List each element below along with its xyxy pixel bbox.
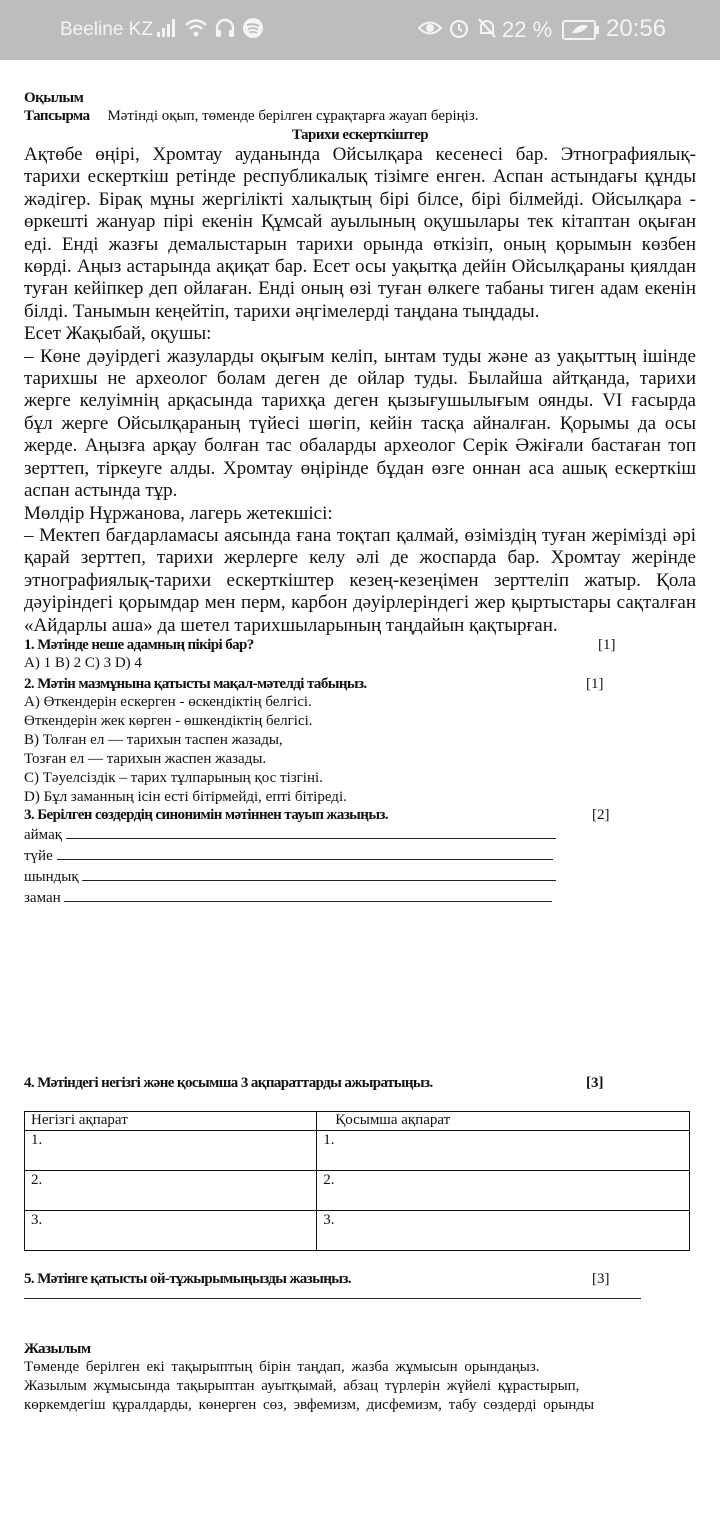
question-4	[24, 1075, 696, 1092]
question-2-options	[24, 693, 696, 807]
table-header-main: Негізгі ақпарат	[25, 1111, 317, 1130]
question-1-mark: [1]	[598, 636, 616, 653]
synonym-word: түйе	[24, 847, 53, 864]
table-row	[25, 1130, 690, 1170]
answer-line[interactable]	[66, 824, 556, 839]
option-line: C) Тәуелсіздік – тарих тұлпарының қос тізгіні.	[24, 769, 323, 786]
speaker-2: Мөлдір Нұржанова, лагерь жетекшісі:	[24, 502, 333, 524]
synonym-word: аймақ	[24, 826, 63, 843]
question-5	[24, 1271, 696, 1288]
question-1	[24, 637, 696, 654]
question-2-mark: [1]	[586, 675, 604, 692]
paragraph-1: Ақтөбе өңірі, Хромтау ауданында Ойсылқара кесенесі бар. Этнографиялық-тарихи ескерткіш ретінде республикалық тізімге енген. Аспан астындағы құнды жәдігер. Бірақ мұны жергілікті халықтың бірі білсе, бірі білмейді. Ойсылқара - өркешті жануар пірі екенін Құмсай ауылының оқушылары тек кітаптан оқыған еді. Енді жазғы демалыстарын тарихи орында өткізіп, оның қорымын көзбен көрді. Аңыз астарында ақиқат бар. Есет осы уақытқа дейін Ойсылқараны қиялдан туған кейіпкер деп ойлаған. Енді оның өзі туған өлкеге табаны тиген адам екенін білді. Танымын кеңейтіп, тарихи әңгімелерді таңдана тыңдады.	[24, 144, 696, 322]
table-cell[interactable]: 2.	[317, 1170, 690, 1210]
clock: 20:56	[606, 15, 667, 42]
option-line: Өткендерін жек көрген - өшкендіктің белгісі.	[24, 712, 313, 729]
signal-icon	[156, 18, 178, 38]
table-row	[25, 1210, 690, 1250]
question-1-options: A) 1 B) 2 C) 3 D) 4	[24, 654, 142, 671]
table-cell[interactable]: 3.	[317, 1210, 690, 1250]
paragraph-3: – Мектеп бағдарламасы аясында ғана тоқтап қалмай, өзіміздің туған жерімізді әрі қарай зерттеп, тарихи жерлерге келу әлі де жоспарда бар. Хромтау жерінде этнографиялық-тарихи ескерткіштер кезең-кезеңімен зерттеліп жатыр. Қола дәуіріндегі қорымдар мен перм, карбон дәуірлеріндегі жер қыртыстары сақталған «Айдарлы аша» да шетел тарихшыларының таңдайын қақтырған.	[24, 524, 696, 636]
table-cell[interactable]: 1.	[317, 1130, 690, 1170]
question-3	[24, 807, 696, 824]
option-line: D) Бұл заманның ісін есті бітірмейді, епті бітіреді.	[24, 788, 347, 805]
task-line	[24, 108, 696, 125]
question-4-text: 4. Мәтіндегі негізгі және қосымша 3 ақпараттарды ажыратыңыз.	[24, 1074, 433, 1091]
task-label: Тапсырма	[24, 108, 90, 124]
task-text: Мәтінді оқып, төменде берілген сұрақтарға жауап беріңіз.	[107, 108, 479, 124]
instruction-line: көркемдегіш құралдарды, көнерген сөз, эвфемизм, дисфемизм, табу сөздерді орынды	[24, 1396, 595, 1413]
carrier-name: Beeline KZ	[60, 19, 153, 40]
question-5-mark: [3]	[592, 1270, 610, 1287]
eye-icon	[418, 18, 442, 38]
table-header-additional: Қосымша ақпарат	[317, 1111, 690, 1130]
answer-line[interactable]	[82, 866, 556, 881]
paragraph-2: – Көне дәуірдегі жазуларды оқығым келіп, ынтам туды және аз уақыттың ішінде тарихшы не археолог болам деген де ойлар туды. Былайша айтқанда, тарихи жерге келуімнің арқасында тарихқа деген қызығушылығым оянды. VI ғасырда бұл жерге Ойсылқараның түйесі шөгіп, кейін тасқа айналған. Қорымы да осы жерде. Аңызға арқау болған тас обаларды археолог Серік Әжіғали бастаған топ зерттеп, тіркеуге алды. Хромтау өңірінде бұдан өзге оннан аса ашық ескерткіш аспан астында тұр.	[24, 345, 696, 502]
option-line: Тозған ел — тарихын жаспен жазады.	[24, 750, 267, 767]
answer-line[interactable]	[57, 845, 553, 860]
document-page	[24, 90, 696, 1415]
mute-notifications-icon	[476, 17, 498, 39]
table-cell[interactable]: 3.	[25, 1210, 317, 1250]
battery-percent: 22 %	[502, 17, 553, 42]
wifi-icon	[184, 18, 208, 38]
question-4-mark: [3]	[586, 1074, 604, 1091]
alarm-icon	[448, 17, 470, 39]
spotify-icon	[242, 17, 264, 39]
headphones-icon	[214, 18, 236, 38]
question-3-mark: [2]	[592, 806, 610, 823]
synonym-row	[24, 887, 696, 908]
battery-icon	[562, 20, 600, 40]
question-2	[24, 676, 696, 693]
table-cell[interactable]: 1.	[25, 1130, 317, 1170]
synonym-lines	[24, 824, 696, 908]
synonym-word: шындық	[24, 868, 79, 885]
info-table	[24, 1111, 690, 1251]
instruction-line: Төменде берілген екі тақырыптың бірін таңдап, жазба жұмысын орындаңыз.	[24, 1358, 540, 1375]
question-2-text: 2. Мәтін мазмұнына қатысты мақал-мәтелді табыңыз.	[24, 675, 367, 692]
text-title: Тарихи ескерткіштер	[291, 127, 429, 143]
synonym-row	[24, 845, 696, 866]
option-line: A) Өткендерін ескерген - өскендіктің белгісі.	[24, 693, 312, 710]
instruction-line: Жазылым жұмысында тақырыптан ауытқымай, абзац түрлерін жүйелі құрастырып,	[24, 1377, 580, 1394]
answer-line[interactable]	[64, 887, 552, 902]
question-1-text: 1. Мәтінде неше адамның пікірі бар?	[24, 636, 254, 653]
section-reading-heading: Оқылым	[24, 90, 84, 106]
speaker-1: Есет Жақыбай, оқушы:	[24, 323, 212, 345]
table-row	[25, 1170, 690, 1210]
synonym-row	[24, 866, 696, 887]
section-writing-heading: Жазылым	[24, 1340, 91, 1357]
synonym-word: заман	[24, 889, 61, 906]
writing-instructions	[24, 1358, 696, 1415]
answer-line[interactable]	[24, 1288, 641, 1299]
table-cell[interactable]: 2.	[25, 1170, 317, 1210]
status-bar	[0, 0, 720, 60]
option-line: B) Толған ел — тарихын таспен жазады,	[24, 731, 283, 748]
question-5-text: 5. Мәтінге қатысты ой-тұжырымыңызды жазыңыз.	[24, 1270, 351, 1287]
question-3-text: 3. Берілген сөздердің синонимін мәтіннен тауып жазыңыз.	[24, 806, 389, 823]
synonym-row	[24, 824, 696, 845]
